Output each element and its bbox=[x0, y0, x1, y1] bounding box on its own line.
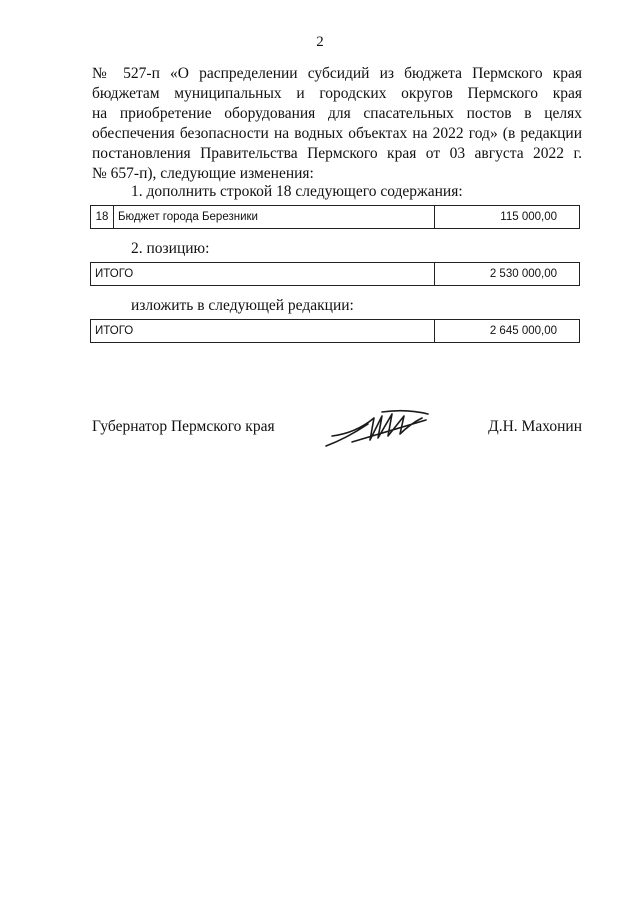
intro-line: № 527-п «О распределении субсидий из бюджета Пермского края bbox=[92, 65, 582, 82]
table-row bbox=[91, 263, 580, 286]
new-total-table bbox=[90, 319, 580, 343]
signatory-title: Губернатор Пермского края bbox=[92, 418, 275, 435]
table-row bbox=[91, 320, 580, 343]
table-row bbox=[91, 206, 580, 229]
handwritten-signature bbox=[322, 406, 432, 452]
item-3-text: изложить в следующей редакции: bbox=[131, 297, 354, 314]
intro-paragraph bbox=[92, 64, 582, 184]
row-name: ИТОГО bbox=[91, 263, 435, 286]
row-amount: 115 000,00 bbox=[435, 206, 580, 229]
intro-line: обеспечения безопасности на водных объектах на 2022 год» (в редакции bbox=[92, 125, 582, 142]
row-amount: 2 645 000,00 bbox=[435, 320, 580, 343]
intro-line: на приобретение оборудования для спасательных постов в целях bbox=[92, 105, 582, 122]
row-name: Бюджет города Березники bbox=[114, 206, 435, 229]
item-2-text: 2. позицию: bbox=[131, 240, 210, 257]
intro-line: постановления Правительства Пермского края от 03 августа 2022 г. bbox=[92, 145, 582, 162]
intro-line: № 657-п), следующие изменения: bbox=[92, 165, 314, 182]
row-number: 18 bbox=[91, 206, 114, 229]
intro-line: бюджетам муниципальных и городских округов Пермского края bbox=[92, 85, 582, 102]
row-amount: 2 530 000,00 bbox=[435, 263, 580, 286]
signatory-name: Д.Н. Махонин bbox=[488, 418, 582, 435]
old-total-table bbox=[90, 262, 580, 286]
addition-table bbox=[90, 205, 580, 229]
item-1-text: 1. дополнить строкой 18 следующего содержания: bbox=[131, 183, 463, 200]
page-number: 2 bbox=[316, 34, 324, 50]
row-name: ИТОГО bbox=[91, 320, 435, 343]
